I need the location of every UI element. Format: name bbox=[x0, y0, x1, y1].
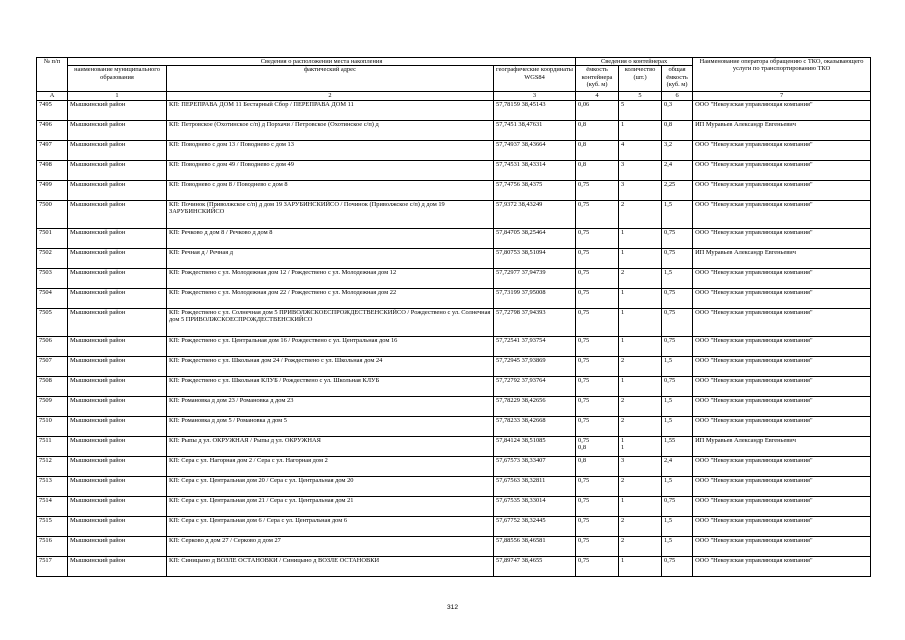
cell-number: 7513 bbox=[37, 476, 68, 496]
cell-address: КП: Сера с ул. Нагорная дом 2 / Сера с ул. Нагорная дом 2 bbox=[167, 456, 494, 476]
cell-capacity: 0,75 bbox=[576, 248, 619, 268]
column-number-row bbox=[37, 92, 871, 100]
cell-total: 0,75 bbox=[662, 288, 693, 308]
cell-count: 3 bbox=[619, 160, 662, 180]
cell-capacity: 0,75 bbox=[576, 496, 619, 516]
table-row bbox=[37, 436, 871, 456]
cell-number: 7504 bbox=[37, 288, 68, 308]
cell-address: КП: Сера с ул. Центральная дом 21 / Сера с ул. Центральная дом 21 bbox=[167, 496, 494, 516]
cell-municipality: Мышкинский район bbox=[68, 140, 167, 160]
table-row bbox=[37, 496, 871, 516]
cell-coords: 57,72945 37,93869 bbox=[494, 356, 576, 376]
cell-total: 0,75 bbox=[662, 336, 693, 356]
cell-address: КП: Речная д / Речная д bbox=[167, 248, 494, 268]
cell-address: КП: Сера с ул. Центральная дом 6 / Сера с ул. Центральная дом 6 bbox=[167, 516, 494, 536]
table-row bbox=[37, 200, 871, 228]
cell-number: 7509 bbox=[37, 396, 68, 416]
cell-coords: 57,84705 38,25464 bbox=[494, 228, 576, 248]
cell-operator: ООО "Некоузская управляющая компания" bbox=[693, 376, 871, 396]
cell-coords: 57,72798 37,94393 bbox=[494, 308, 576, 336]
cell-number: 7500 bbox=[37, 200, 68, 228]
cell-municipality: Мышкинский район bbox=[68, 516, 167, 536]
header-location-group: Сведения о расположении места накопления bbox=[68, 58, 576, 66]
cell-number: 7508 bbox=[37, 376, 68, 396]
cell-total: 1,5 bbox=[662, 476, 693, 496]
column-number: 6 bbox=[662, 92, 693, 100]
header-operator: Наименование оператора обращению с ТКО, оказывающего услуги по транспортированию ТКО bbox=[693, 58, 871, 92]
cell-capacity: 0,75 bbox=[576, 356, 619, 376]
cell-total: 1,55 bbox=[662, 436, 693, 456]
table-row bbox=[37, 160, 871, 180]
cell-capacity: 0,75 bbox=[576, 336, 619, 356]
table-row bbox=[37, 516, 871, 536]
cell-count: 2 bbox=[619, 356, 662, 376]
cell-count: 3 bbox=[619, 180, 662, 200]
cell-operator: ООО "Некоузская управляющая компания" bbox=[693, 288, 871, 308]
cell-municipality: Мышкинский район bbox=[68, 476, 167, 496]
cell-operator: ООО "Некоузская управляющая компания" bbox=[693, 456, 871, 476]
table-row bbox=[37, 356, 871, 376]
cell-address: КП: Романовка д дом 5 / Романовка д дом 5 bbox=[167, 416, 494, 436]
cell-municipality: Мышкинский район bbox=[68, 356, 167, 376]
cell-count: 3 bbox=[619, 456, 662, 476]
cell-address: КП: Рождествено с ул. Молодежная дом 12 / Рождествено с ул. Молодежная дом 12 bbox=[167, 268, 494, 288]
table-body bbox=[37, 100, 871, 576]
cell-coords: 57,72792 37,93764 bbox=[494, 376, 576, 396]
cell-count: 1 bbox=[619, 308, 662, 336]
cell-address: КП: Рождествено с ул. Молодежная дом 22 / Рождествено с ул. Молодежная дом 22 bbox=[167, 288, 494, 308]
cell-address: КП: Рождествено с ул. Солнечная дом 5 ПРИВОЛЖСКОЕСПРОЖДЕСТВЕНСКИЙСО / Рождествено с ул. Солнечная дом 5 ПРИВОЛЖСКОЕСПРОЖДЕСТВЕНСКИЙСО bbox=[167, 308, 494, 336]
cell-capacity: 0,75 bbox=[576, 200, 619, 228]
cell-municipality: Мышкинский район bbox=[68, 100, 167, 120]
cell-number: 7514 bbox=[37, 496, 68, 516]
cell-operator: ООО "Некоузская управляющая компания" bbox=[693, 516, 871, 536]
cell-capacity: 0,75 bbox=[576, 376, 619, 396]
cell-count: 1 bbox=[619, 496, 662, 516]
cell-count: 2 bbox=[619, 536, 662, 556]
cell-capacity: 0,75 bbox=[576, 180, 619, 200]
cell-total: 1,5 bbox=[662, 396, 693, 416]
cell-capacity: 0,75 bbox=[576, 396, 619, 416]
cell-total: 2,4 bbox=[662, 456, 693, 476]
cell-total: 1,5 bbox=[662, 356, 693, 376]
cell-total: 0,75 bbox=[662, 248, 693, 268]
cell-number: 7515 bbox=[37, 516, 68, 536]
cell-municipality: Мышкинский район bbox=[68, 160, 167, 180]
table-row bbox=[37, 376, 871, 396]
cell-coords: 57,73199 37,95008 bbox=[494, 288, 576, 308]
cell-operator: ИП Муравьев Александр Евгеньевич bbox=[693, 120, 871, 140]
table-row bbox=[37, 536, 871, 556]
cell-total: 0,75 bbox=[662, 496, 693, 516]
header-capacity: ёмкость контейнера (куб. м) bbox=[576, 66, 619, 92]
cell-count: 2 bbox=[619, 268, 662, 288]
cell-municipality: Мышкинский район bbox=[68, 288, 167, 308]
cell-address: КП: Рождествено с ул. Центральная дом 16 / Рождествено с ул. Центральная дом 16 bbox=[167, 336, 494, 356]
cell-coords: 57,78159 38,45143 bbox=[494, 100, 576, 120]
cell-total: 0,75 bbox=[662, 228, 693, 248]
cell-total: 2,25 bbox=[662, 180, 693, 200]
cell-total: 0,75 bbox=[662, 556, 693, 576]
cell-capacity: 0,75 bbox=[576, 476, 619, 496]
header-number: № п/п bbox=[37, 58, 68, 92]
table-row bbox=[37, 396, 871, 416]
cell-total: 1,5 bbox=[662, 200, 693, 228]
cell-address: КП: Поводнево с дом 13 / Поводнево с дом 13 bbox=[167, 140, 494, 160]
cell-capacity: 0,75 0,8 bbox=[576, 436, 619, 456]
cell-number: 7503 bbox=[37, 268, 68, 288]
cell-count: 2 bbox=[619, 416, 662, 436]
cell-number: 7505 bbox=[37, 308, 68, 336]
cell-operator: ООО "Некоузская управляющая компания" bbox=[693, 396, 871, 416]
cell-address: КП: ПЕРЕПРАВА ДОМ 11 Бестарный Сбор / ПЕРЕПРАВА ДОМ 11 bbox=[167, 100, 494, 120]
cell-count: 1 bbox=[619, 120, 662, 140]
cell-total: 0,75 bbox=[662, 376, 693, 396]
cell-operator: ООО "Некоузская управляющая компания" bbox=[693, 476, 871, 496]
cell-municipality: Мышкинский район bbox=[68, 228, 167, 248]
cell-capacity: 0,75 bbox=[576, 308, 619, 336]
cell-total: 1,5 bbox=[662, 268, 693, 288]
cell-municipality: Мышкинский район bbox=[68, 416, 167, 436]
cell-municipality: Мышкинский район bbox=[68, 336, 167, 356]
header-coords: географические координаты WGS84 bbox=[494, 66, 576, 92]
cell-count: 5 bbox=[619, 100, 662, 120]
cell-operator: ООО "Некоузская управляющая компания" bbox=[693, 180, 871, 200]
cell-coords: 57,67535 38,33014 bbox=[494, 496, 576, 516]
cell-coords: 57,88556 38,46581 bbox=[494, 536, 576, 556]
cell-total: 1,5 bbox=[662, 536, 693, 556]
cell-operator: ООО "Некоузская управляющая компания" bbox=[693, 200, 871, 228]
cell-operator: ООО "Некоузская управляющая компания" bbox=[693, 356, 871, 376]
cell-coords: 57,74531 38,43314 bbox=[494, 160, 576, 180]
cell-number: 7501 bbox=[37, 228, 68, 248]
cell-total: 0,3 bbox=[662, 100, 693, 120]
cell-count: 1 bbox=[619, 228, 662, 248]
cell-coords: 57,72541 37,93754 bbox=[494, 336, 576, 356]
cell-operator: ООО "Некоузская управляющая компания" bbox=[693, 160, 871, 180]
cell-total: 2,4 bbox=[662, 160, 693, 180]
table-row bbox=[37, 336, 871, 356]
cell-capacity: 0,75 bbox=[576, 556, 619, 576]
cell-count: 2 bbox=[619, 516, 662, 536]
cell-number: 7510 bbox=[37, 416, 68, 436]
cell-municipality: Мышкинский район bbox=[68, 180, 167, 200]
cell-coords: 57,67752 38,32445 bbox=[494, 516, 576, 536]
cell-municipality: Мышкинский район bbox=[68, 496, 167, 516]
cell-count: 1 bbox=[619, 248, 662, 268]
header-containers-group: Сведения о контейнерах bbox=[576, 58, 693, 66]
cell-number: 7506 bbox=[37, 336, 68, 356]
header-count: количество (шт.) bbox=[619, 66, 662, 92]
cell-operator: ООО "Некоузская управляющая компания" bbox=[693, 268, 871, 288]
cell-capacity: 0,8 bbox=[576, 160, 619, 180]
cell-capacity: 0,75 bbox=[576, 516, 619, 536]
table-row bbox=[37, 228, 871, 248]
cell-operator: ООО "Некоузская управляющая компания" bbox=[693, 100, 871, 120]
cell-municipality: Мышкинский район bbox=[68, 376, 167, 396]
cell-operator: ООО "Некоузская управляющая компания" bbox=[693, 536, 871, 556]
cell-coords: 57,89747 38,4655 bbox=[494, 556, 576, 576]
cell-coords: 57,74937 38,43664 bbox=[494, 140, 576, 160]
cell-number: 7496 bbox=[37, 120, 68, 140]
cell-count: 1 bbox=[619, 336, 662, 356]
table-row bbox=[37, 416, 871, 436]
table-row bbox=[37, 456, 871, 476]
cell-municipality: Мышкинский район bbox=[68, 120, 167, 140]
table-row bbox=[37, 248, 871, 268]
cell-operator: ИП Муравьев Александр Евгеньевич bbox=[693, 248, 871, 268]
cell-address: КП: Рождествено с ул. Школьная дом 24 / Рождествено с ул. Школьная дом 24 bbox=[167, 356, 494, 376]
cell-number: 7497 bbox=[37, 140, 68, 160]
cell-coords: 57,7451 38,47631 bbox=[494, 120, 576, 140]
cell-number: 7495 bbox=[37, 100, 68, 120]
cell-capacity: 0,75 bbox=[576, 416, 619, 436]
cell-number: 7511 bbox=[37, 436, 68, 456]
cell-coords: 57,74756 38,4375 bbox=[494, 180, 576, 200]
cell-municipality: Мышкинский район bbox=[68, 556, 167, 576]
cell-address: КП: Петровское (Охотинское с/п) д Порхачи / Петровское (Охотинское с/п) д bbox=[167, 120, 494, 140]
cell-capacity: 0,8 bbox=[576, 140, 619, 160]
cell-address: КП: Рыпы д ул. ОКРУЖНАЯ / Рыпы д ул. ОКРУЖНАЯ bbox=[167, 436, 494, 456]
waste-sites-table bbox=[36, 57, 871, 577]
cell-capacity: 0,75 bbox=[576, 228, 619, 248]
cell-municipality: Мышкинский район bbox=[68, 248, 167, 268]
column-number: 1 bbox=[68, 92, 167, 100]
cell-number: 7498 bbox=[37, 160, 68, 180]
cell-count: 1 bbox=[619, 288, 662, 308]
cell-count: 4 bbox=[619, 140, 662, 160]
cell-operator: ООО "Некоузская управляющая компания" bbox=[693, 416, 871, 436]
cell-address: КП: Сера с ул. Центральная дом 20 / Сера с ул. Центральная дом 20 bbox=[167, 476, 494, 496]
cell-number: 7502 bbox=[37, 248, 68, 268]
table-row bbox=[37, 100, 871, 120]
cell-municipality: Мышкинский район bbox=[68, 200, 167, 228]
cell-number: 7516 bbox=[37, 536, 68, 556]
cell-number: 7499 bbox=[37, 180, 68, 200]
column-number: 5 bbox=[619, 92, 662, 100]
cell-municipality: Мышкинский район bbox=[68, 456, 167, 476]
column-number: 3 bbox=[494, 92, 576, 100]
table-row bbox=[37, 180, 871, 200]
cell-coords: 57,80753 38,51094 bbox=[494, 248, 576, 268]
table-row bbox=[37, 268, 871, 288]
cell-operator: ООО "Некоузская управляющая компания" bbox=[693, 556, 871, 576]
table-row bbox=[37, 120, 871, 140]
cell-operator: ООО "Некоузская управляющая компания" bbox=[693, 140, 871, 160]
column-number: 2 bbox=[167, 92, 494, 100]
table-row bbox=[37, 476, 871, 496]
cell-address: КП: Синицыно д ВОЗЛЕ ОСТАНОВКИ / Синицыно д ВОЗЛЕ ОСТАНОВКИ bbox=[167, 556, 494, 576]
cell-total: 1,5 bbox=[662, 416, 693, 436]
cell-coords: 57,78229 38,42656 bbox=[494, 396, 576, 416]
cell-address: КП: Романовка д дом 23 / Романовка д дом 23 bbox=[167, 396, 494, 416]
cell-operator: ООО "Некоузская управляющая компания" bbox=[693, 308, 871, 336]
column-number: 4 bbox=[576, 92, 619, 100]
cell-coords: 57,67573 38,33407 bbox=[494, 456, 576, 476]
cell-address: КП: Починок (Приволжское с/п) д дом 19 ЗАРУБИНСКИЙСО / Починок (Приволжское с/п) д дом 19 ЗАРУБИНСКИЙСО bbox=[167, 200, 494, 228]
cell-coords: 57,9372 38,43249 bbox=[494, 200, 576, 228]
header-address: фактический адрес bbox=[167, 66, 494, 92]
cell-operator: ООО "Некоузская управляющая компания" bbox=[693, 228, 871, 248]
cell-capacity: 0,75 bbox=[576, 536, 619, 556]
cell-capacity: 0,06 bbox=[576, 100, 619, 120]
cell-total: 0,8 bbox=[662, 120, 693, 140]
cell-address: КП: Поводнево с дом 8 / Поводнево с дом 8 bbox=[167, 180, 494, 200]
cell-municipality: Мышкинский район bbox=[68, 308, 167, 336]
cell-operator: ООО "Некоузская управляющая компания" bbox=[693, 496, 871, 516]
document-page bbox=[36, 57, 870, 577]
cell-address: КП: Серково д дом 27 / Серково д дом 27 bbox=[167, 536, 494, 556]
cell-total: 3,2 bbox=[662, 140, 693, 160]
cell-number: 7512 bbox=[37, 456, 68, 476]
table-row bbox=[37, 556, 871, 576]
cell-municipality: Мышкинский район bbox=[68, 396, 167, 416]
cell-operator: ИП Муравьев Александр Евгеньевич bbox=[693, 436, 871, 456]
cell-total: 1,5 bbox=[662, 516, 693, 536]
cell-address: КП: Речково д дом 8 / Речково д дом 8 bbox=[167, 228, 494, 248]
cell-address: КП: Рождествено с ул. Школьная КЛУБ / Рождествено с ул. Школьная КЛУБ bbox=[167, 376, 494, 396]
cell-count: 1 bbox=[619, 376, 662, 396]
table-row bbox=[37, 288, 871, 308]
page-number: 312 bbox=[446, 604, 458, 611]
cell-number: 7507 bbox=[37, 356, 68, 376]
cell-count: 1 bbox=[619, 556, 662, 576]
column-number: 7 bbox=[693, 92, 871, 100]
cell-coords: 57,72977 37,94739 bbox=[494, 268, 576, 288]
cell-number: 7517 bbox=[37, 556, 68, 576]
table-header bbox=[37, 58, 871, 101]
cell-coords: 57,78233 38,42668 bbox=[494, 416, 576, 436]
cell-count: 2 bbox=[619, 476, 662, 496]
cell-capacity: 0,8 bbox=[576, 120, 619, 140]
cell-operator: ООО "Некоузская управляющая компания" bbox=[693, 336, 871, 356]
cell-municipality: Мышкинский район bbox=[68, 536, 167, 556]
cell-coords: 57,67563 38,32811 bbox=[494, 476, 576, 496]
cell-capacity: 0,8 bbox=[576, 456, 619, 476]
cell-capacity: 0,75 bbox=[576, 268, 619, 288]
cell-municipality: Мышкинский район bbox=[68, 436, 167, 456]
table-row bbox=[37, 140, 871, 160]
table-row bbox=[37, 308, 871, 336]
cell-capacity: 0,75 bbox=[576, 288, 619, 308]
header-municipality: наименование муниципального образования bbox=[68, 66, 167, 92]
header-total: общая ёмкость (куб. м) bbox=[662, 66, 693, 92]
cell-count: 2 bbox=[619, 396, 662, 416]
cell-count: 2 bbox=[619, 200, 662, 228]
cell-address: КП: Поводнево с дом 49 / Поводнево с дом 49 bbox=[167, 160, 494, 180]
cell-count: 1 1 bbox=[619, 436, 662, 456]
cell-coords: 57,84124 38,51085 bbox=[494, 436, 576, 456]
cell-municipality: Мышкинский район bbox=[68, 268, 167, 288]
column-number: А bbox=[37, 92, 68, 100]
cell-total: 0,75 bbox=[662, 308, 693, 336]
